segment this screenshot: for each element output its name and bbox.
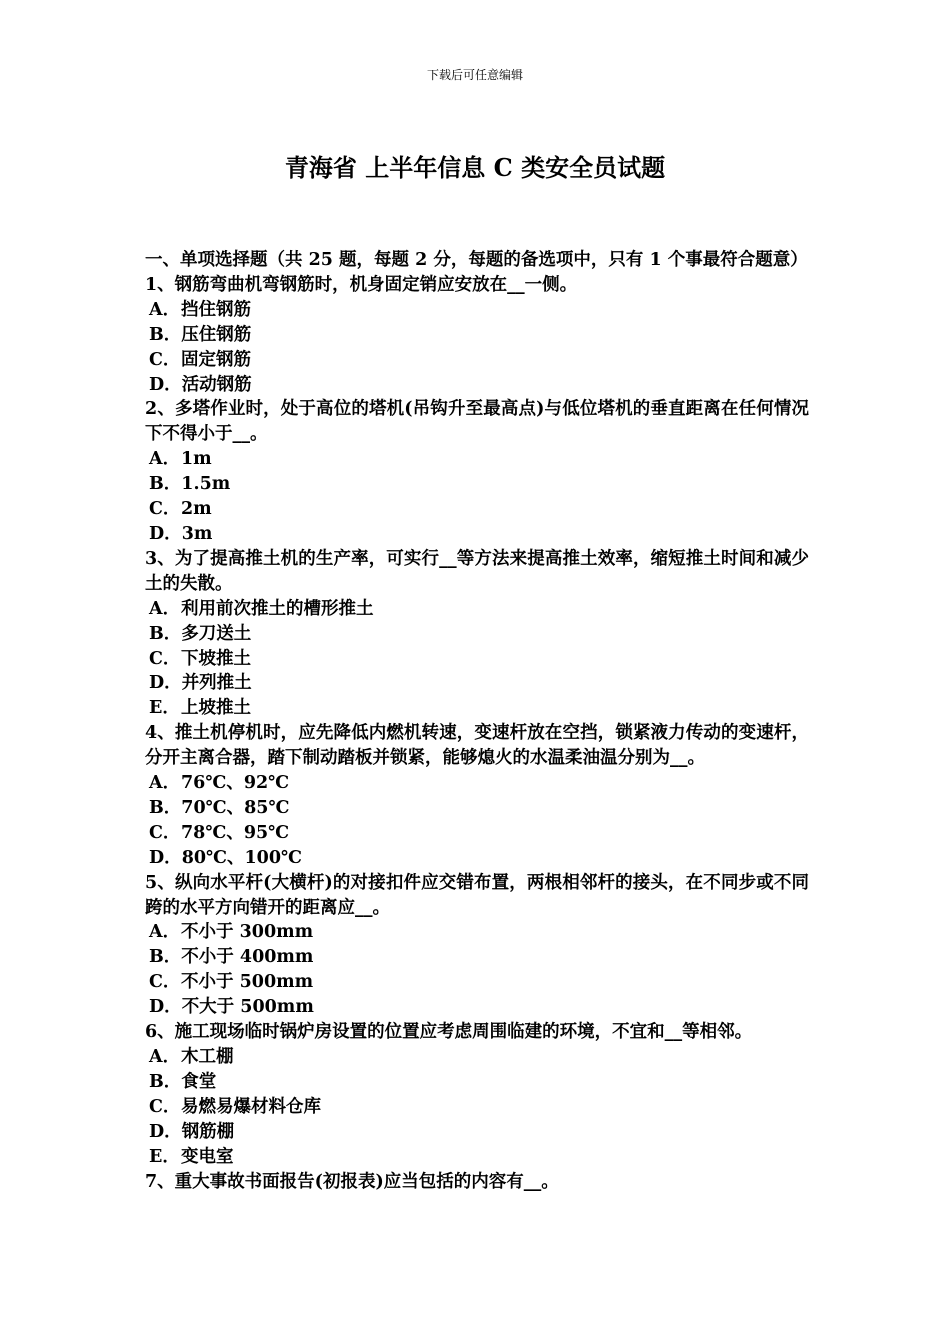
option-letter: A． <box>149 598 181 619</box>
option-letter: C． <box>149 972 181 993</box>
question-stem: 2、多塔作业时，处于高位的塔机(吊钩升至最高点)与低位塔机的垂直距离在任何情况下不得小于__。 <box>145 399 809 445</box>
option-text: 不小于 300mm <box>181 922 314 943</box>
option-text: 固定钢筋 <box>181 349 251 370</box>
option-letter: A． <box>149 449 181 470</box>
option-letter: D． <box>149 673 182 694</box>
answer-option <box>145 1145 809 1170</box>
question-list <box>145 273 809 1195</box>
option-letter: E． <box>149 1146 180 1167</box>
question-block <box>145 397 809 546</box>
question-stem: 3、为了提高推土机的生产率，可实行__等方法来提高推土效率，缩短推土时间和减少土的失散。 <box>145 548 809 594</box>
answer-option <box>145 597 809 622</box>
question-block <box>145 1020 809 1169</box>
option-text: 70℃、85℃ <box>181 797 290 818</box>
question-block <box>145 721 809 870</box>
exam-content <box>145 248 809 1194</box>
document-title: 青海省 上半年信息 C 类安全员试题 <box>284 153 666 182</box>
answer-option <box>145 373 809 398</box>
answer-option <box>145 647 809 672</box>
option-letter: C． <box>149 349 181 370</box>
option-letter: A． <box>149 299 181 320</box>
answer-option <box>145 497 809 522</box>
option-text: 木工棚 <box>181 1047 234 1067</box>
question-block <box>145 871 809 1020</box>
option-letter: B． <box>149 797 182 818</box>
question-stem: 7、重大事故书面报告(初报表)应当包括的内容有__。 <box>145 1171 559 1192</box>
option-text: 压住钢筋 <box>181 324 252 345</box>
option-text: 食堂 <box>181 1071 217 1092</box>
option-text: 钢筋棚 <box>181 1121 235 1142</box>
option-text: 不大于 500mm <box>181 997 314 1018</box>
option-text: 不小于 500mm <box>181 972 314 993</box>
answer-option <box>145 920 809 945</box>
option-letter: B． <box>149 324 182 345</box>
option-letter: C． <box>149 1096 181 1117</box>
option-letter: B． <box>149 1071 182 1092</box>
option-letter: E． <box>149 698 180 719</box>
option-text: 活动钢筋 <box>181 374 252 395</box>
option-text: 利用前次推土的槽形推土 <box>181 598 374 619</box>
answer-option <box>145 522 809 547</box>
question-stem: 6、施工现场临时锅炉房设置的位置应考虑周围临建的环境，不宜和__等相邻。 <box>145 1022 753 1043</box>
option-letter: B． <box>149 947 182 968</box>
option-letter: C． <box>149 648 181 669</box>
option-text: 78℃、95℃ <box>181 822 290 843</box>
option-text: 挡住钢筋 <box>181 299 251 320</box>
section-heading: 一、单项选择题（共 25 题，每题 2 分，每题的备选项中，只有 1 个事最符合题意） <box>145 250 808 270</box>
question-stem: 1、钢筋弯曲机弯钢筋时，机身固定销应安放在__一侧。 <box>145 274 578 295</box>
answer-option <box>145 696 809 721</box>
answer-option <box>145 323 809 348</box>
option-letter: A． <box>149 1047 181 1067</box>
option-letter: C． <box>149 499 181 520</box>
option-text: 1.5m <box>181 474 231 495</box>
option-text: 76℃、92℃ <box>181 773 290 794</box>
option-letter: D． <box>149 1121 182 1142</box>
option-text: 2m <box>181 499 212 520</box>
option-letter: D． <box>149 847 182 868</box>
answer-option <box>145 1095 809 1120</box>
option-text: 多刀送土 <box>181 623 252 644</box>
option-text: 1m <box>181 449 212 470</box>
answer-option <box>145 1045 809 1070</box>
answer-option <box>145 796 809 821</box>
option-text: 易燃易爆材料仓库 <box>181 1096 321 1117</box>
question-stem: 4、推土机停机时，应先降低内燃机转速，变速杆放在空挡，锁紧液力传动的变速杆，分开主离合器，踏下制动踏板并锁紧，能够熄火的水温柔油温分别为__。 <box>145 723 809 769</box>
question-block <box>145 547 809 721</box>
question-block <box>145 1170 809 1195</box>
option-text: 80℃、100℃ <box>181 847 303 868</box>
answer-option <box>145 846 809 871</box>
answer-option <box>145 1120 809 1145</box>
answer-option <box>145 472 809 497</box>
option-text: 上坡推土 <box>181 698 251 719</box>
answer-option <box>145 1070 809 1095</box>
answer-option <box>145 671 809 696</box>
option-letter: D． <box>149 374 182 395</box>
option-letter: B． <box>149 474 182 495</box>
option-text: 下坡推土 <box>181 648 251 669</box>
question-block <box>145 273 809 398</box>
answer-option <box>145 995 809 1020</box>
answer-option <box>145 298 809 323</box>
answer-option <box>145 447 809 472</box>
option-text: 并列推土 <box>181 673 252 694</box>
option-text: 3m <box>181 523 213 544</box>
answer-option <box>145 771 809 796</box>
option-text: 变电室 <box>181 1146 234 1167</box>
answer-option <box>145 970 809 995</box>
answer-option <box>145 945 809 970</box>
option-letter: A． <box>149 922 181 943</box>
option-letter: B． <box>149 623 182 644</box>
option-letter: D． <box>149 523 182 544</box>
answer-option <box>145 348 809 373</box>
question-stem: 5、纵向水平杆(大横杆)的对接扣件应交错布置，两根相邻杆的接头，在不同步或不同跨的水平方向错开的距离应__。 <box>145 872 809 918</box>
answer-option <box>145 622 809 647</box>
option-text: 不小于 400mm <box>181 947 314 968</box>
option-letter: C． <box>149 822 181 843</box>
header-note: 下载后可任意编辑 <box>426 68 523 82</box>
option-letter: D． <box>149 997 182 1018</box>
answer-option <box>145 821 809 846</box>
option-letter: A． <box>149 773 181 794</box>
